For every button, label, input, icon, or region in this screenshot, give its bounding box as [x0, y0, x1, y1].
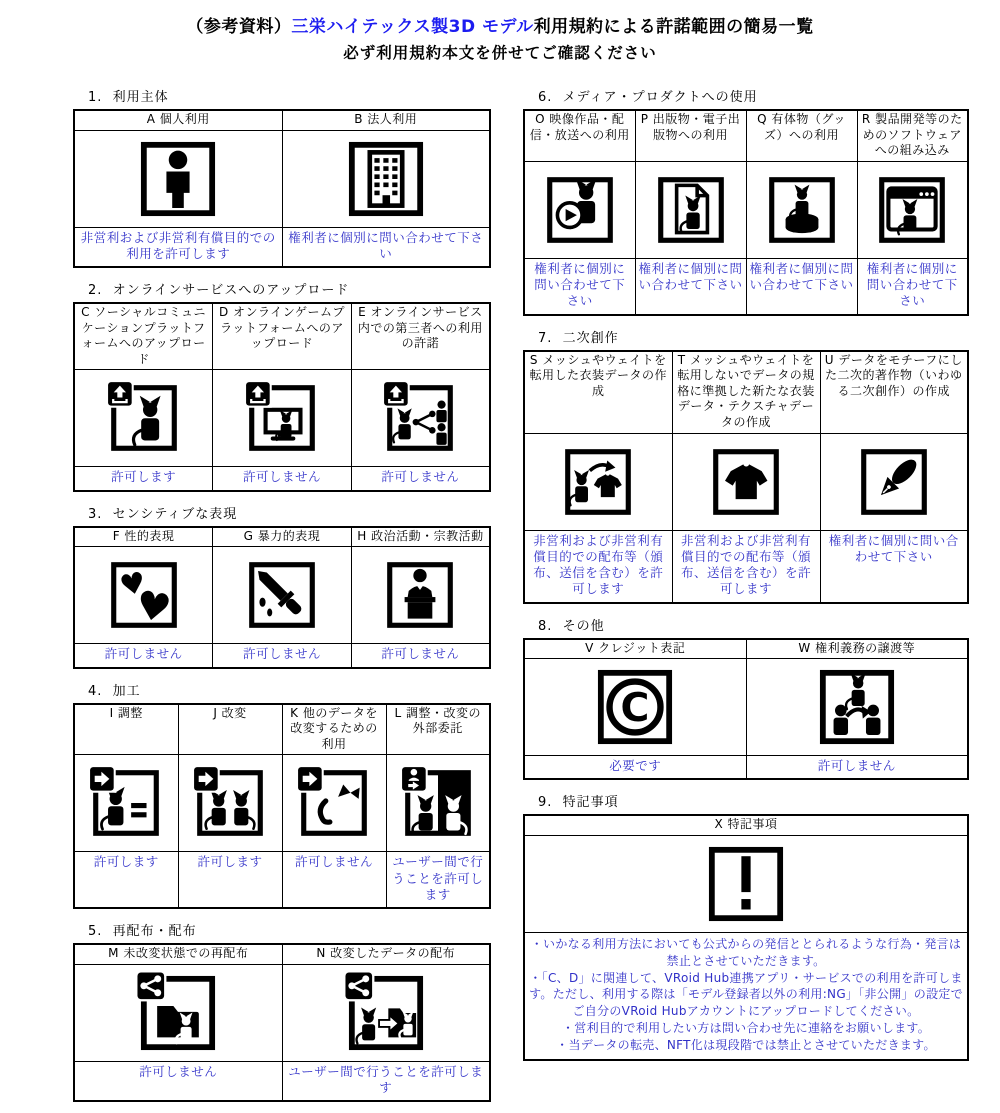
section-2 — [73, 279, 491, 492]
category-header: G 暴力的表現 — [213, 527, 352, 547]
result-cell: 非営利および非営利有償目的での利用を許可します — [74, 227, 282, 267]
costume-derive-icon — [559, 443, 637, 521]
result-cell: 許可します — [74, 467, 213, 491]
title-prefix: （参考資料） — [186, 17, 292, 37]
title-suffix: 利用規約による許諾範囲の簡易一覧 — [533, 17, 814, 37]
section-1 — [73, 86, 491, 268]
third-party-license-icon — [381, 379, 459, 457]
result-cell: 非営利および非営利有償目的での配布等（頒布、送信を含む）を許可します — [524, 530, 672, 603]
icon-cell — [746, 659, 968, 756]
result-cell: 許可しません — [74, 644, 213, 668]
costume-new-icon — [707, 443, 785, 521]
category-header: I 調整 — [74, 704, 178, 755]
section-heading: 5. 再配布・配布 — [88, 924, 197, 940]
section-3 — [73, 503, 491, 669]
result-cell: 許可します — [74, 852, 178, 908]
result-cell: 許可しません — [213, 644, 352, 668]
icon-cell — [635, 161, 746, 258]
result-cell: 許可しません — [213, 467, 352, 491]
note-line: ・いかなる利用方法においても公式からの発信ととられるような行為・発言は禁止とさせていただきます。 — [530, 936, 962, 968]
icon-cell — [74, 130, 282, 227]
svg-text:♥: ♥ — [131, 582, 174, 634]
video-icon — [541, 171, 619, 249]
category-header: H 政治活動・宗教活動 — [351, 527, 490, 547]
section-heading: 3. センシティブな表現 — [88, 506, 238, 522]
distribute-modified-icon — [342, 969, 430, 1057]
section-heading: 8. その他 — [538, 618, 605, 634]
building-icon — [342, 135, 430, 223]
result-cell: 権利者に個別に問い合わせて下さい — [820, 530, 968, 603]
icon-cell — [74, 755, 178, 852]
result-cell: ユーザー間で行うことを許可します — [386, 852, 490, 908]
software-icon — [873, 171, 951, 249]
transfer-icon — [813, 663, 901, 751]
license-table — [73, 302, 491, 492]
result-cell: 権利者に個別に問い合わせて下さい — [524, 258, 635, 314]
person-icon — [134, 135, 222, 223]
category-header: Q 有体物（グッズ）への利用 — [746, 110, 857, 161]
svg-text:♥: ♥ — [116, 564, 149, 604]
section-5 — [73, 920, 491, 1102]
license-table — [523, 814, 969, 1060]
redistribute-icon — [134, 969, 222, 1057]
icon-cell — [282, 130, 490, 227]
license-table — [73, 526, 491, 669]
podium-icon — [381, 556, 459, 634]
note-line: ・「C、D」に関連して、VRoid Hub連携アプリ・サービスでの利用を許可します。ただし、利用する際は「モデル登録者以外の利用:NG」「非公開」の設定でご自分のVRoid Hubアカウントにアップロードしてください。 — [529, 970, 963, 1019]
category-header: K 他のデータを改変するための利用 — [282, 704, 386, 755]
category-header: B 法人利用 — [282, 110, 490, 130]
result-cell: 必要です — [524, 756, 746, 780]
category-header: X 特記事項 — [524, 815, 968, 835]
page-subtitle: 必ず利用規約本文を併せてご確認ください — [343, 44, 657, 62]
category-header: M 未改変状態での再配布 — [74, 944, 282, 964]
category-header: S メッシュやウェイトを転用した衣装データの作成 — [524, 351, 672, 433]
outsource-icon — [399, 764, 477, 842]
left-column — [73, 86, 491, 1113]
icon-cell — [524, 659, 746, 756]
category-header: F 性的表現 — [74, 527, 213, 547]
icon-cell — [213, 370, 352, 467]
icon-cell — [178, 755, 282, 852]
category-header: W 権利義務の譲渡等 — [746, 639, 968, 659]
category-header: N 改変したデータの配布 — [282, 944, 490, 964]
fanart-pen-icon — [855, 443, 933, 521]
icon-cell — [820, 433, 968, 530]
icon-cell — [74, 547, 213, 644]
category-header: J 改変 — [178, 704, 282, 755]
notes-cell — [524, 932, 968, 1059]
hearts-icon — [105, 556, 183, 634]
icon-cell — [524, 161, 635, 258]
result-cell: 許可しません — [351, 467, 490, 491]
license-table — [73, 703, 491, 910]
icon-cell — [386, 755, 490, 852]
parts-reuse-icon — [295, 764, 373, 842]
right-column — [523, 86, 969, 1072]
icon-cell — [524, 835, 968, 932]
result-cell: ユーザー間で行うことを許可します — [282, 1061, 490, 1101]
icon-cell — [282, 755, 386, 852]
goods-icon — [763, 171, 841, 249]
title-highlight: 三栄ハイテックス製3D モデル — [291, 17, 534, 37]
license-table — [523, 109, 969, 316]
section-heading: 1. 利用主体 — [88, 90, 169, 105]
note-line: ・営利目的で利用したい方は問い合わせ先に連絡をお願いします。 — [561, 1020, 931, 1035]
knife-icon — [243, 556, 321, 634]
icon-cell — [282, 964, 490, 1061]
section-heading: 9. 特記事項 — [538, 795, 619, 811]
icon-cell — [857, 161, 968, 258]
category-header: U データをモチーフにした二次的著作物（いわゆる二次創作）の作成 — [820, 351, 968, 433]
section-7 — [523, 327, 969, 604]
icon-cell — [746, 161, 857, 258]
section-9 — [523, 791, 969, 1060]
exclamation-icon — [702, 840, 790, 928]
section-heading: 7. 二次創作 — [538, 330, 619, 346]
copyright-icon — [591, 663, 679, 751]
result-cell: 権利者に個別に問い合わせて下さい — [635, 258, 746, 314]
icon-cell — [213, 547, 352, 644]
result-cell: 許可しません — [351, 644, 490, 668]
category-header: D オンラインゲームプラットフォームへのアップロード — [213, 303, 352, 370]
category-header: T メッシュやウェイトを転用しないでデータの規格に準拠した新たな衣装データ・テクスチャデータの作成 — [672, 351, 820, 433]
license-table — [523, 350, 969, 604]
page-title — [0, 12, 1000, 37]
category-header: E オンラインサービス内での第三者への利用の許諾 — [351, 303, 490, 370]
icon-cell — [351, 547, 490, 644]
result-cell: 許可しません — [746, 756, 968, 780]
result-cell: 権利者に個別に問い合わせて下さい — [746, 258, 857, 314]
category-header: L 調整・改変の外部委託 — [386, 704, 490, 755]
modify-icon — [191, 764, 269, 842]
icon-cell — [524, 433, 672, 530]
section-6 — [523, 86, 969, 316]
section-heading: 2. オンラインサービスへのアップロード — [88, 283, 350, 299]
section-4 — [73, 680, 491, 910]
category-header: R 製品開発等のためのソフトウェアへの組み込み — [857, 110, 968, 161]
note-line: ・当データの転売、NFT化は現段階では禁止とさせていただきます。 — [556, 1037, 936, 1052]
section-heading: 4. 加工 — [88, 683, 141, 699]
adjust-icon — [87, 764, 165, 842]
icon-cell — [74, 964, 282, 1061]
result-cell: 非営利および非営利有償目的での配布等（頒布、送信を含む）を許可します — [672, 530, 820, 603]
category-header: O 映像作品・配信・放送への利用 — [524, 110, 635, 161]
result-cell: 許可しません — [74, 1061, 282, 1101]
category-header: C ソーシャルコミュニケーションプラットフォームへのアップロード — [74, 303, 213, 370]
license-table — [73, 109, 491, 268]
icon-cell — [672, 433, 820, 530]
icon-cell — [74, 370, 213, 467]
result-cell: 権利者に個別に問い合わせて下さい — [857, 258, 968, 314]
category-header: V クレジット表記 — [524, 639, 746, 659]
category-header: A 個人利用 — [74, 110, 282, 130]
section-8 — [523, 615, 969, 781]
result-cell: 許可します — [178, 852, 282, 908]
license-table — [523, 638, 969, 781]
section-heading: 6. メディア・プロダクトへの使用 — [538, 90, 758, 105]
svg-text:C: C — [620, 684, 650, 731]
result-cell: 許可しません — [282, 852, 386, 908]
upload-game-icon — [243, 379, 321, 457]
license-table — [73, 943, 491, 1102]
icon-cell — [351, 370, 490, 467]
publication-icon — [652, 171, 730, 249]
upload-social-icon — [105, 379, 183, 457]
result-cell: 権利者に個別に問い合わせて下さい — [282, 227, 490, 267]
category-header: P 出版物・電子出版物への利用 — [635, 110, 746, 161]
